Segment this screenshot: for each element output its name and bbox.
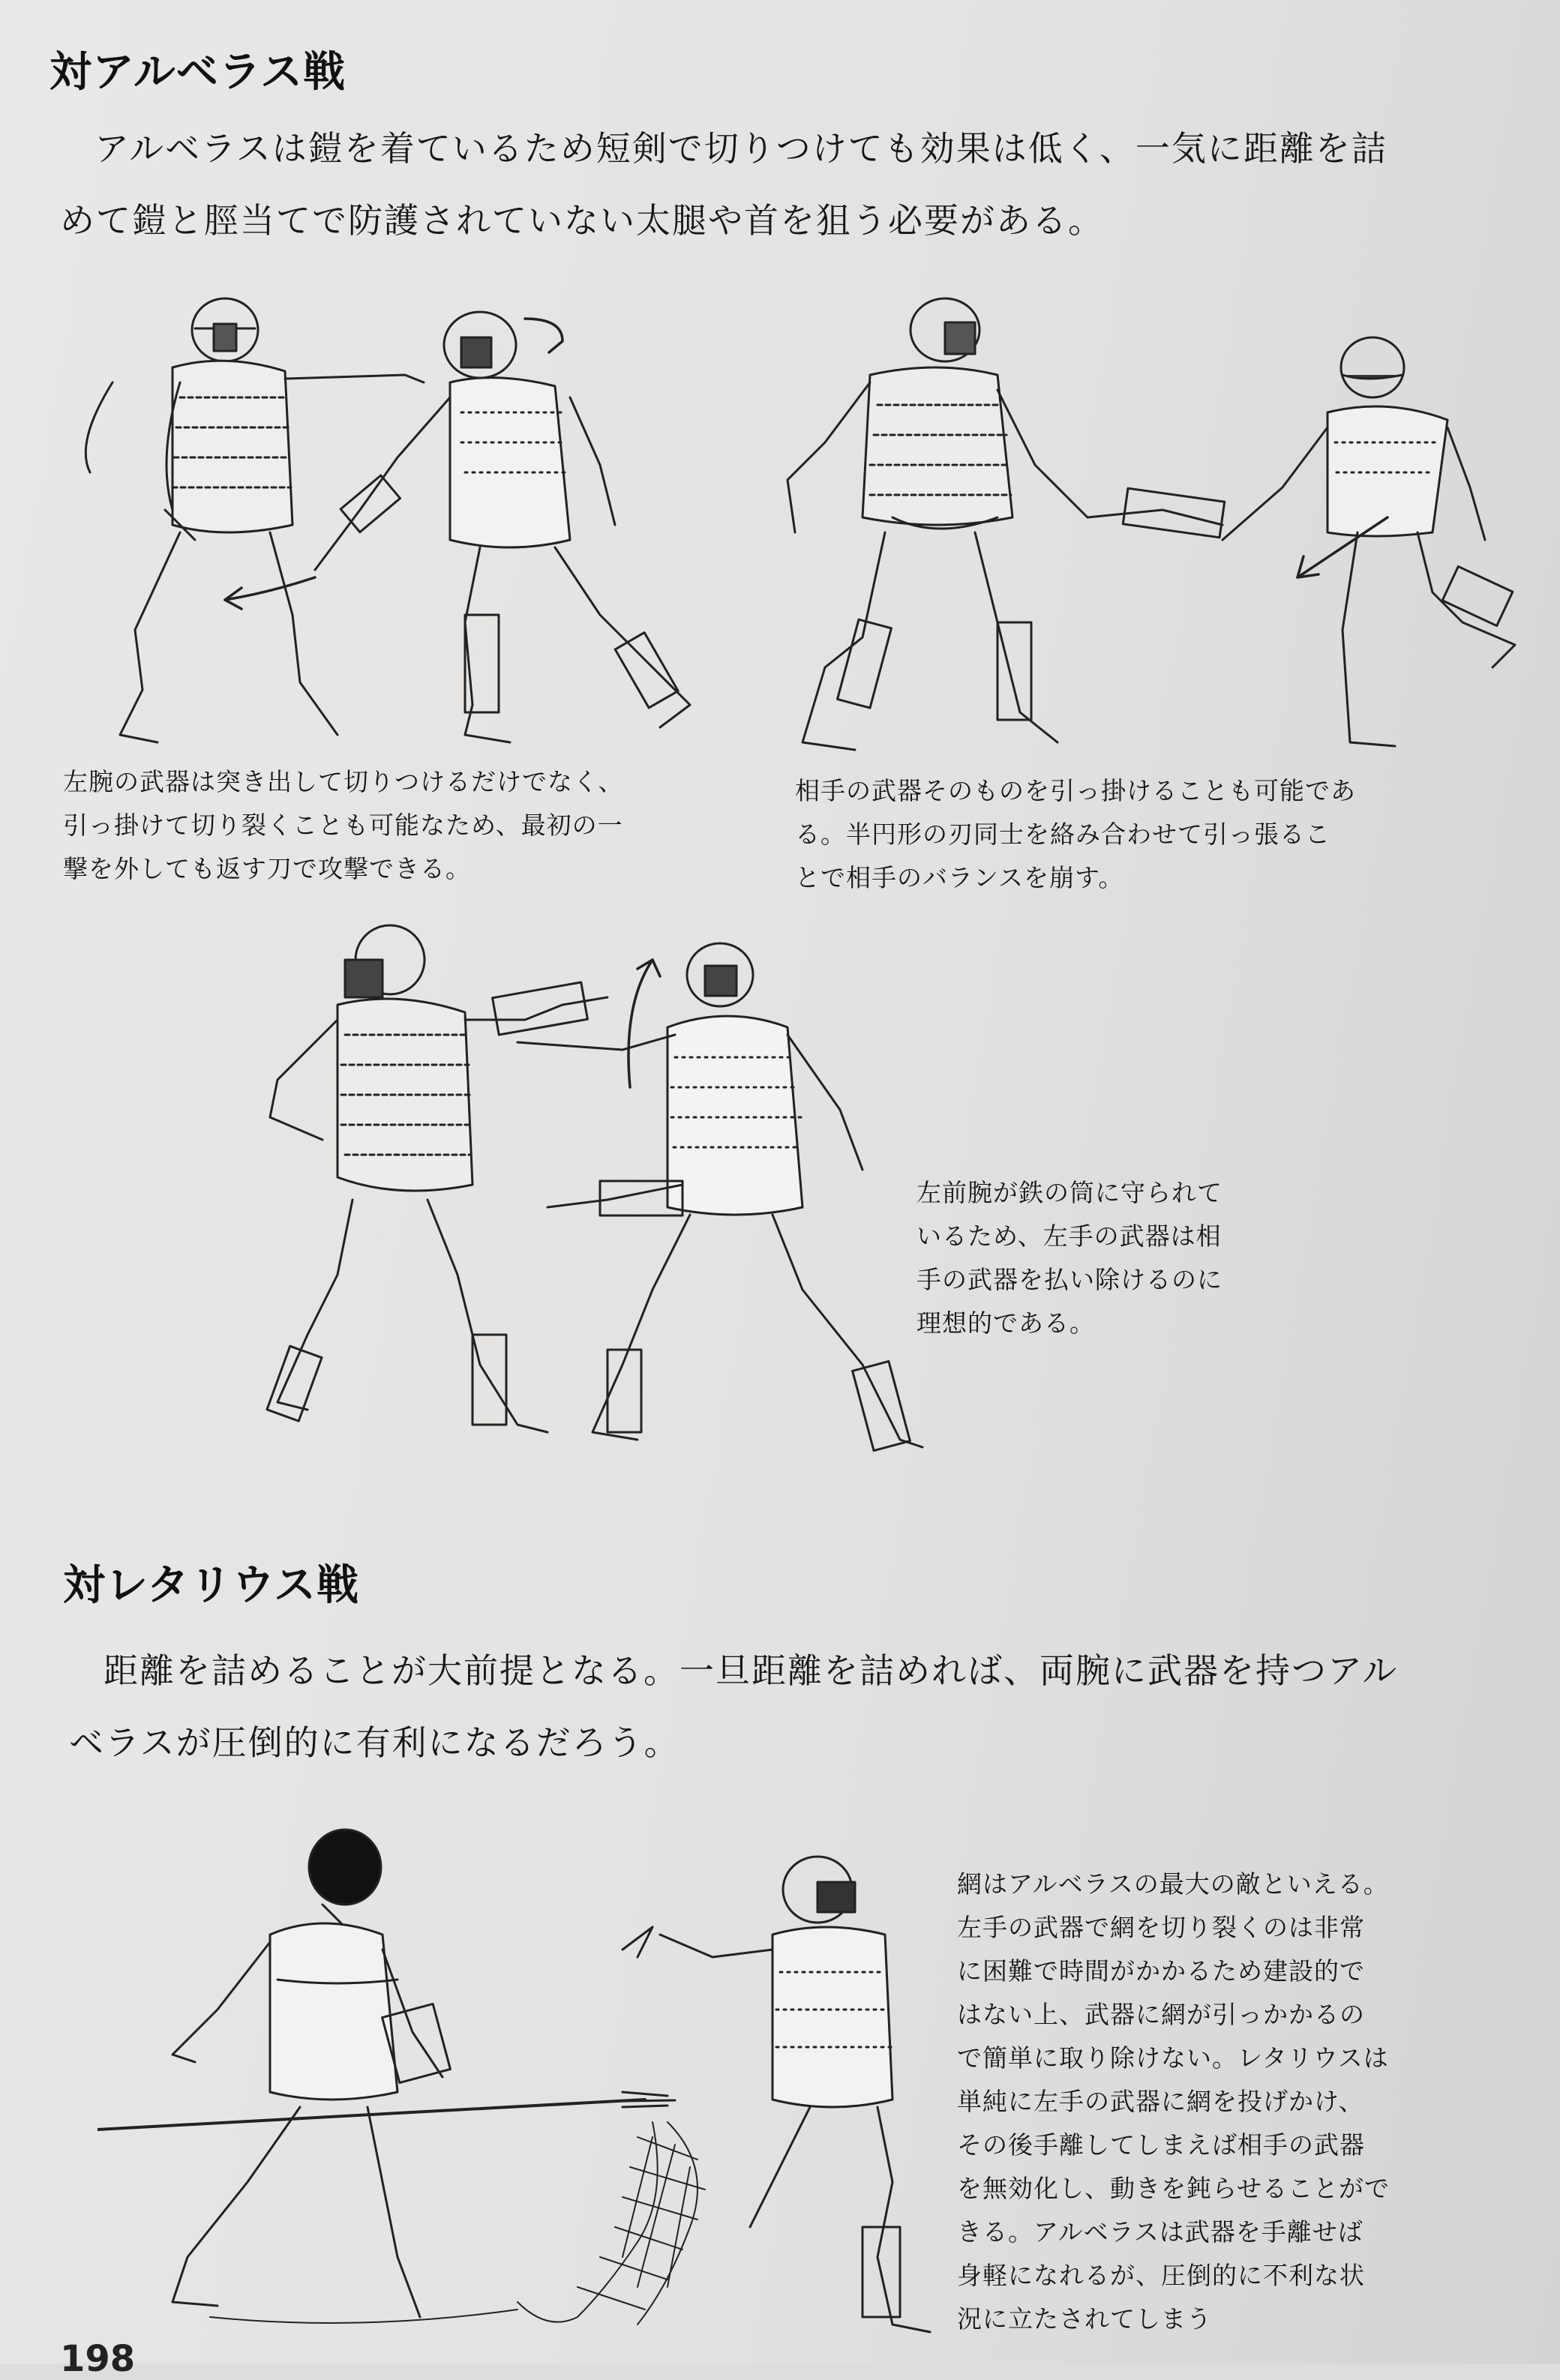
paragraph-line: 距離を詰めることが大前提となる。一旦距離を詰めれば、両腕に武器を持つアル (104, 1650, 1399, 1691)
caption-line: を無効化し、動きを鈍らせることがで (957, 2174, 1390, 2203)
caption-line: に困難で時間がかかるため建設的で (957, 1956, 1365, 1986)
caption-net (957, 1863, 1390, 2341)
paragraph-line: めて鎧と脛当てで防護されていない太腿や首を狙う必要がある。 (60, 200, 1104, 241)
caption-line: 身軽になれるが、圧倒的に不利な状 (957, 2261, 1365, 2290)
caption-line: 相手の武器そのものを引っ掛けることも可能であ (795, 776, 1356, 805)
caption-line: 左前腕が鉄の筒に守られて (916, 1178, 1222, 1207)
caption-line: 理想的である。 (916, 1308, 1095, 1338)
caption-line: で簡単に取り除けない。レタリウスは (957, 2043, 1389, 2073)
caption-line: 左手の武器で網を切り裂くのは非常 (957, 1913, 1365, 1942)
caption-line: 手の武器を払い除けるのに (916, 1265, 1222, 1294)
caption-forearm (916, 1171, 1222, 1345)
caption-line: その後手離してしまえば相手の武器 (957, 2130, 1365, 2160)
section-heading-arbelas: 対アルベラス戦 (50, 48, 346, 97)
section-paragraph-retiarius (69, 1635, 1494, 1779)
caption-line: はない上、武器に網が引っかかるの (957, 2000, 1365, 2029)
caption-line: る。半円形の刃同士を絡み合わせて引っ張るこ (795, 820, 1330, 849)
caption-left-arm (63, 760, 623, 891)
illustration-slash (45, 285, 720, 750)
caption-line: 単純に左手の武器に網を投げかけ、 (957, 2087, 1364, 2116)
paragraph-line: アルベラスは鎧を着ているため短剣で切りつけても効果は低く、一気に距離を詰 (94, 128, 1388, 169)
caption-line: 網はアルベラスの最大の敵といえる。 (957, 1869, 1389, 1899)
caption-line: とで相手のバランスを崩す。 (795, 863, 1124, 892)
caption-line: 引っ掛けて切り裂くことも可能なため、最初の一 (63, 811, 623, 840)
caption-line: 撃を外しても返す刀で攻撃できる。 (63, 854, 471, 883)
illustration-deflect (248, 915, 952, 1485)
illustration-net (98, 1807, 938, 2347)
caption-line: いるため、左手の武器は相 (916, 1221, 1222, 1251)
section-paragraph-arbelas (60, 112, 1485, 256)
caption-line: 況に立たされてしまう (957, 2304, 1212, 2334)
caption-hook (795, 769, 1356, 900)
paragraph-line: ベラスが圧倒的に有利になるだろう。 (69, 1722, 680, 1763)
illustration-hook (772, 292, 1522, 757)
caption-line: きる。アルベラスは武器を手離せば (957, 2217, 1364, 2247)
caption-line: 左腕の武器は突き出して切りつけるだけでなく、 (63, 767, 624, 796)
page-number: 198 (60, 2338, 136, 2380)
section-heading-retiarius: 対レタリウス戦 (63, 1561, 360, 1610)
